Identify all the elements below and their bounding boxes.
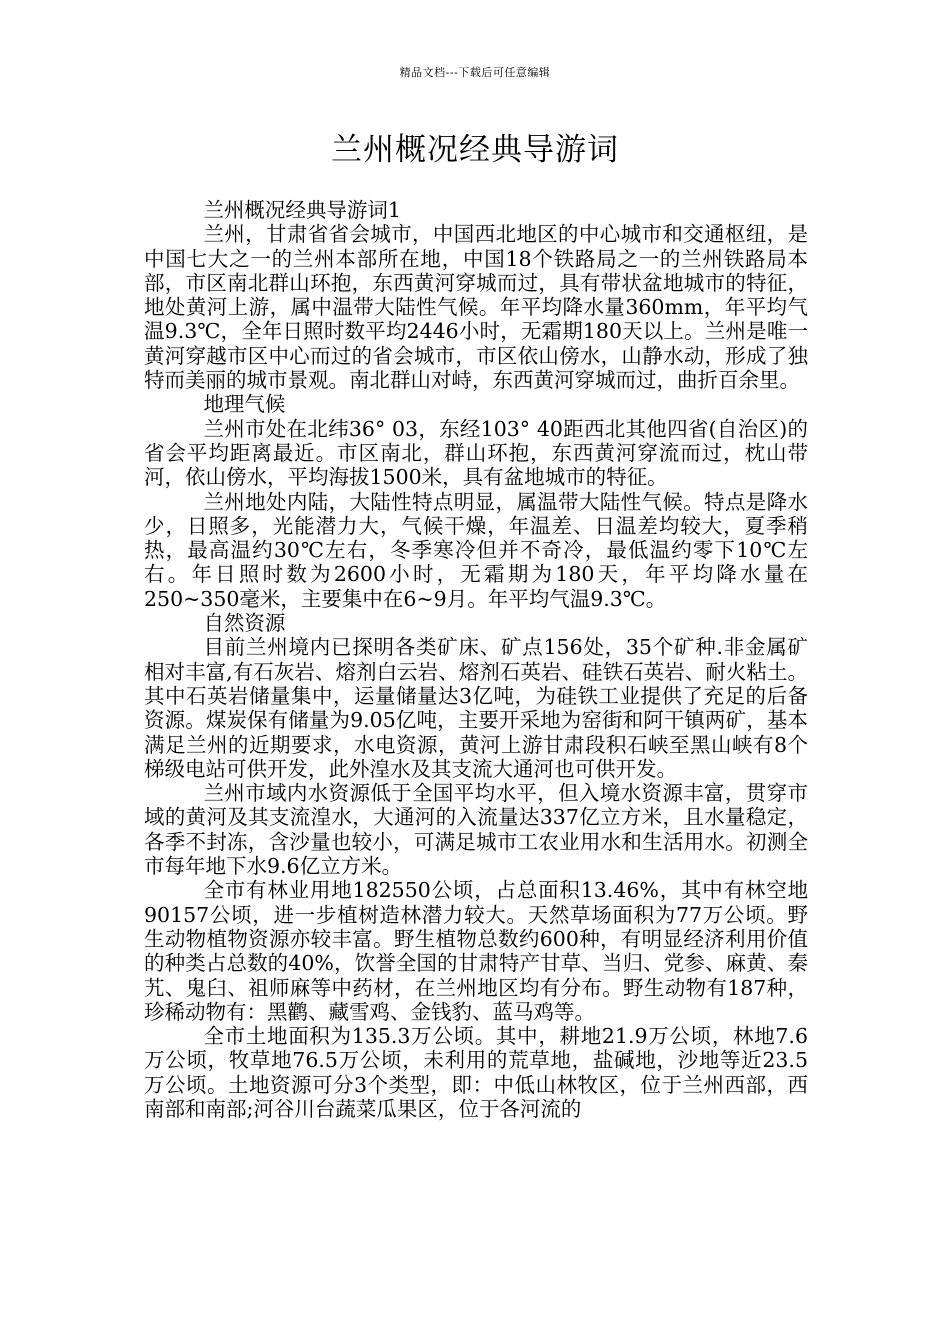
paragraph-forest: 全市有林业用地182550公顷，占总面积13.46%，其中有林空地90157公顷，进一步植树造林潜力较大。天然草场面积为77万公顷。野生动物植物资源亦较丰富。野生植物总数约600种，有明显经济利用价值的种类占总数的40%，饮誉全国的甘肃特产甘草、当归、党参、麻黄、秦艽、鬼臼、祖师麻等中药材，在兰州地区均有分布。野生动物有187种，珍稀动物有：黑鹳、藏雪鸡、金钱豹、蓝马鸡等。 <box>144 878 808 1024</box>
paragraph-minerals: 目前兰州境内已探明各类矿床、矿点156处，35个矿种.非金属矿相对丰富,有石灰岩、熔剂白云岩、熔剂石英岩、硅铁石英岩、耐火粘土。其中石英岩储量集中，运量储量达3亿吨，为硅铁工业提供了充足的后备资源。煤炭保有储量为9.05亿吨，主要开采地为窑街和阿干镇两矿，基本满足兰州的近期要求，水电资源，黄河上游甘肃段积石峡至黑山峡有8个梯级电站可供开发，此外湟水及其支流大通河也可供开发。 <box>144 635 808 781</box>
section-heading-resources: 自然资源 <box>203 611 286 636</box>
paragraph-water: 兰州市域内水资源低于全国平均水平，但入境水资源丰富，贯穿市域的黄河及其支流湟水，大通河的入流量达337亿立方米，且水量稳定，各季不封冻，含沙量也较小，可满足城市工农业用水和生活用水。初测全市每年地下水9.6亿立方米。 <box>144 781 808 879</box>
section-heading-geography: 地理气候 <box>203 392 286 417</box>
document-body <box>144 198 808 1121</box>
paragraph-intro: 兰州，甘肃省省会城市，中国西北地区的中心城市和交通枢纽，是中国七大之一的兰州本部所在地，中国18个铁路局之一的兰州铁路局本部，市区南北群山环抱，东西黄河穿城而过，具有带状盆地城市的特征，地处黄河上游，属中温带大陆性气候。年平均降水量360mm，年平均气温9.3℃，全年日照时数平均2446小时，无霜期180天以上。兰州是唯一黄河穿越市区中心而过的省会城市，市区依山傍水，山静水动，形成了独特而美丽的城市景观。南北群山对峙，东西黄河穿城而过，曲折百余里。 <box>144 222 808 393</box>
paragraph-location: 兰州市处在北纬36° 03，东经103° 40距西北其他四省(自治区)的省会平均距离最近。市区南北，群山环抱，东西黄河穿流而过，枕山带河，依山傍水，平均海拔1500米，具有盆地城市的特征。 <box>144 416 808 490</box>
header-note: 精品文档---下载后可任意编辑 <box>399 66 551 79</box>
paragraph-land: 全市土地面积为135.3万公顷。其中，耕地21.9万公顷，林地7.6万公顷，牧草地76.5万公顷，未利用的荒草地，盐碱地，沙地等近23.5万公顷。土地资源可分3个类型，即：中低山林牧区，位于兰州西部，西南部和南部;河谷川台蔬菜瓜果区，位于各河流的 <box>144 1024 808 1121</box>
paragraph-subtitle: 兰州概况经典导游词1 <box>203 198 401 222</box>
paragraph-climate: 兰州地处内陆，大陆性特点明显，属温带大陆性气候。特点是降水少，日照多，光能潜力大，气候干燥，年温差、日温差均较大，夏季稍热，最高温约30℃左右，冬季寒冷但并不奇冷，最低温约零下10℃左右。年日照时数为2600小时，无霜期为180天，年平均降水量在250~350毫米，主要集中在6~9月。年平均气温9.3℃。 <box>144 489 808 611</box>
document-title: 兰州概况经典导游词 <box>331 132 619 168</box>
